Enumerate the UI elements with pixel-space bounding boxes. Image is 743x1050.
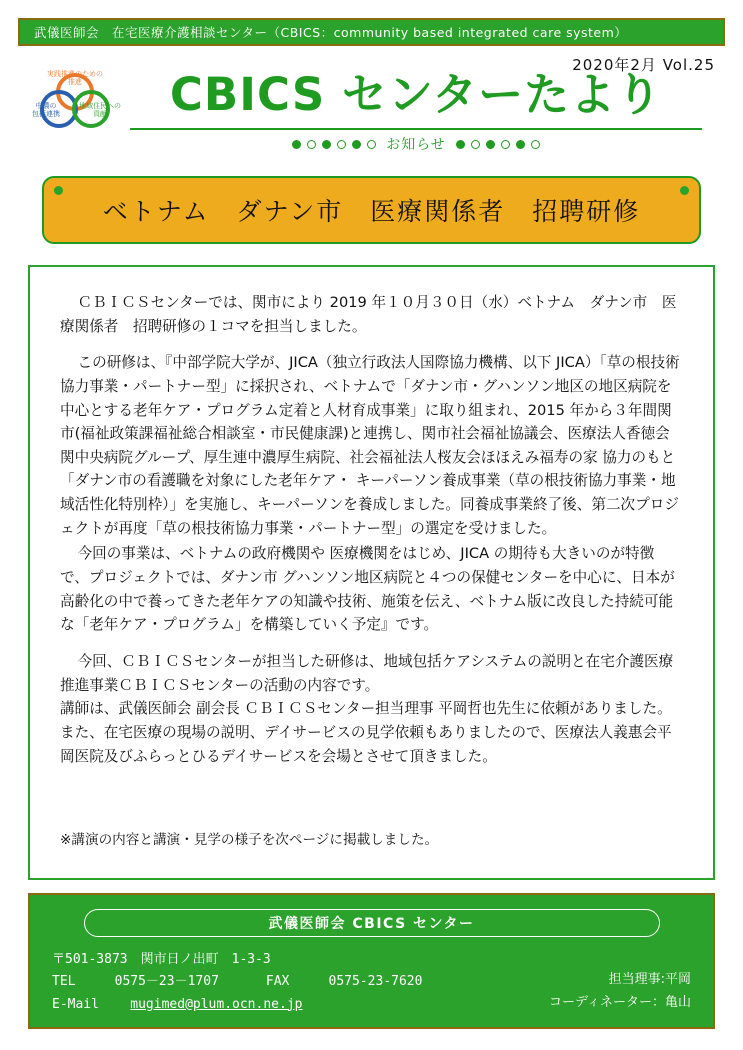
header-bar (18, 18, 725, 46)
body-paragraph: ＣＢＩＣＳセンターでは、関市により 2019 年１０月３０日（水）ベトナム ダナン市 医療関係者 招聘研修の１コマを担当しました。 (60, 294, 677, 335)
svg-text:地域住民への: 地域住民への (79, 102, 121, 110)
headline-banner (42, 176, 701, 244)
body-paragraph: 今回の事業は、ベトナムの政府機関や 医療機関をはじめ、JICA の期待も大きいのが特徴で、プロジェクトでは、ダナン市 グハンソン地区病院と４つの保健センターを中心に、日本が高齢化の中で養ってきた老年ケアの知識や技術、施策を伝え、ベトナム版に改良した持続可能な「老年ケア・プログラム」を構築していく予定』です。 (60, 545, 675, 634)
decor-dot (531, 140, 540, 149)
staff-coordinator: コーディネーター：亀山 (549, 994, 691, 1010)
footer (28, 893, 715, 1029)
decor-dot (337, 140, 346, 149)
body-paragraph: 今回、ＣＢＩＣＳセンターが担当した研修は、地域包括ケアシステムの説明と在宅介護医療推進事業ＣＢＩＣＳセンターの活動の内容です。 (60, 652, 674, 694)
footer-contact (52, 949, 492, 1016)
decor-dot (471, 140, 480, 149)
issue-number: 2020年2月 Vol.25 (572, 56, 715, 74)
svg-text:貢献: 貢献 (93, 110, 107, 118)
footer-staff (549, 969, 691, 1015)
pin-icon (54, 186, 63, 195)
notice-label: お知らせ (386, 137, 446, 153)
footer-title: 武儀医師会 CBICS センター (84, 909, 660, 937)
decor-dot (367, 140, 376, 149)
article-body (28, 265, 715, 880)
body-paragraph: また、在宅医療の現場の説明、デイサービスの見学依頼もありましたので、医療法人義惠会平岡医院及びふらっとひるデイサービスを会場とさせて頂きました。 (60, 723, 672, 765)
decor-dot (322, 140, 331, 149)
page-title: CBICS センターたより (169, 68, 663, 121)
decor-dot (456, 140, 465, 149)
body-paragraph: この研修は、『中部学院大学が、JICA（独立行政法人国際協力機構、以下 JICA）「草の根技術協力事業・パートナー型」に採択され、ベトナムで「ダナン市・グハンソン地区の地区病院を中心とする老年ケア・プログラム定着と人材育成事業」に取り組まれ、2015 年から３年間関市(福祉政策課福祉総合相談室・市民健康課)と連携し、関市社会福祉協議会、医療法人香徳会関中央病院グループ、厚生連中濃厚生病院、社会福祉法人桜友会ほほえみ福寿の家 協力のもと「ダナン市の看護職を対象にした老年ケア・ キーパーソン養成事業（草の根技術協力事業・地域活性化特別枠）」を実施し、キーパーソンを養成しました。同養成事業終了後、第二次プロジェクトが再度「草の根技術協力事業・パートナー型」の選定を受けました。 (60, 354, 680, 537)
svg-text:実践推進のための: 実践推進のための (47, 70, 103, 78)
decor-dot (501, 140, 510, 149)
decor-dot (486, 140, 495, 149)
tel-label: TEL (52, 974, 76, 990)
svg-text:推進: 推進 (68, 78, 82, 86)
decor-dot (292, 140, 301, 149)
email-label: E-Mail (52, 996, 99, 1012)
masthead (18, 50, 725, 170)
cbics-logo-icon (26, 64, 124, 140)
decor-dot (307, 140, 316, 149)
footer-phone-line (52, 971, 492, 993)
decor-dot (516, 140, 525, 149)
staff-director: 担当理事:平岡 (608, 972, 691, 987)
headline-text: ベトナム ダナン市 医療関係者 招聘研修 (102, 197, 641, 226)
footnote: ※講演の内容と講演・見学の様子を次ページに掲載しました。 (60, 832, 439, 848)
body-paragraph: 講師は、武儀医師会 副会長 ＣＢＩＣＳセンター担当理事 平岡哲也先生に依頼がありました。 (60, 700, 672, 718)
footer-email-line (52, 994, 492, 1016)
notice-row (126, 134, 706, 154)
pin-icon (680, 186, 689, 195)
svg-text:包括連携: 包括連携 (32, 110, 60, 118)
title-divider (130, 128, 702, 130)
svg-text:中濃の: 中濃の (35, 102, 57, 110)
header-bar-text: 武儀医師会 在宅医療介護相談センター（CBICS：community based integrated care system） (34, 25, 628, 40)
fax-label: FAX (265, 974, 290, 990)
footer-postal-address: 〒501-3873 関市日ノ出町 1-3-3 (52, 952, 271, 967)
fax-number: 0575-23-7620 (328, 974, 423, 990)
tel-number: 0575－23－1707 (114, 974, 219, 990)
email-link[interactable]: mugimed@plum.ocn.ne.jp (130, 996, 303, 1012)
decor-dot (352, 140, 361, 149)
